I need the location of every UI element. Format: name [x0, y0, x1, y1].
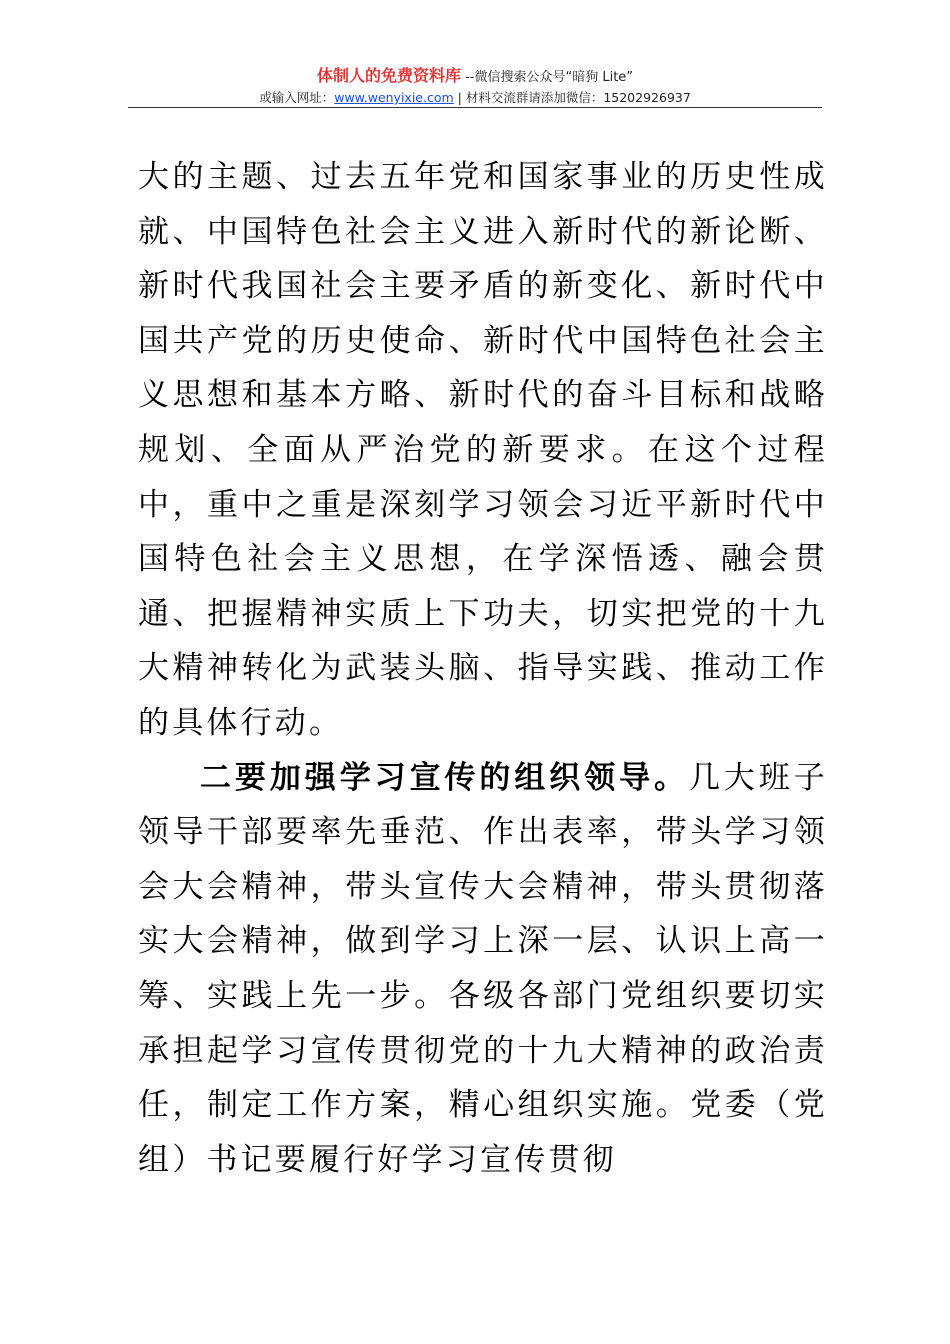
- paragraph-2-lead: 二要加强学习宣传的组织领导。: [200, 759, 689, 796]
- header-brand: 体制人的免费资料库: [316, 66, 461, 85]
- document-body: [138, 150, 828, 1187]
- header-title-line: [0, 66, 950, 88]
- header-divider: [128, 107, 822, 108]
- header-tagline: --微信搜索公众号“暗狗 Lite”: [460, 70, 634, 85]
- header-wechat-info: | 材料交流群请添加微信：15202926937: [453, 90, 691, 105]
- paragraph-2: [138, 751, 828, 1188]
- page-header: [0, 66, 950, 107]
- header-url-prefix: 或输入网址：: [259, 90, 335, 105]
- header-contact-line: [0, 89, 950, 107]
- paragraph-1: 大的主题、过去五年党和国家事业的历史性成就、中国特色社会主义进入新时代的新论断、新时代我国社会主要矛盾的新变化、新时代中国共产党的历史使命、新时代中国特色社会主义思想和基本方略、新时代的奋斗目标和战略规划、全面从严治党的新要求。在这个过程中，重中之重是深刻学习领会习近平新时代中国特色社会主义思想，在学深悟透、融会贯通、把握精神实质上下功夫，切实把党的十九大精神转化为武装头脑、指导实践、推动工作的具体行动。: [138, 159, 828, 741]
- paragraph-2-body: 几大班子领导干部要率先垂范、作出表率，带头学习领会大会精神，带头宣传大会精神，带头贯彻落实大会精神，做到学习上深一层、认识上高一筹、实践上先一步。各级各部门党组织要切实承担起学习宣传贯彻党的十九大精神的政治责任，制定工作方案，精心组织实施。党委（党组）书记要履行好学习宣传贯彻: [138, 759, 828, 1178]
- website-link[interactable]: www.wenyixie.com: [334, 90, 454, 105]
